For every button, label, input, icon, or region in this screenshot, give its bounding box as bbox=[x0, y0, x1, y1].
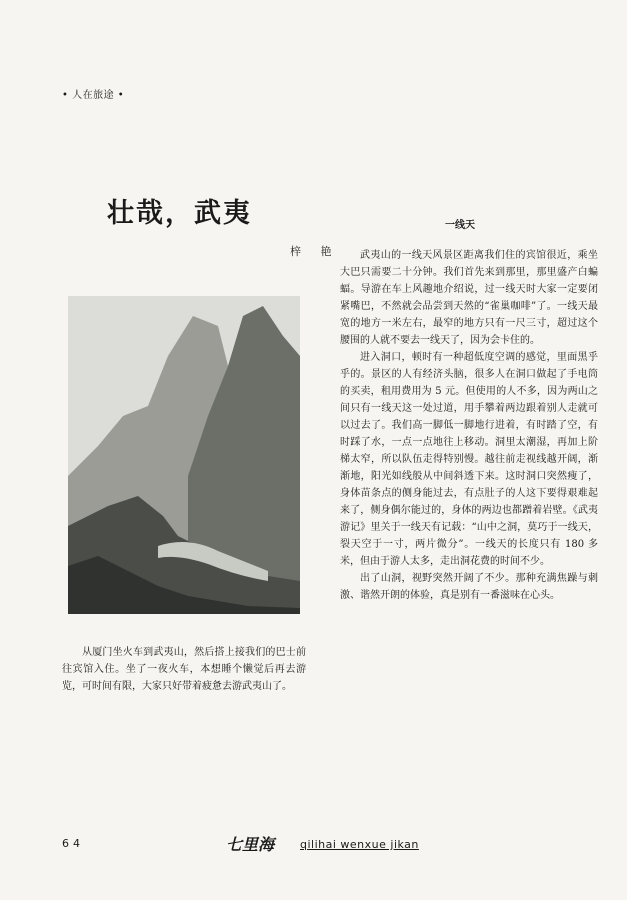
body-paragraph: 武夷山的一线天风景区距离我们住的宾馆很近，乘坐大巴只需要二十分钟。我们首先来到那里，那里盛产白蝙蝠。导游在车上风趣地介绍说，过一线天时大家一定要闭紧嘴巴，不然就会品尝到天然的“雀巢咖啡”了。一线天最宽的地方一米左右，最窄的地方只有一尺三寸，超过这个腰围的人就不要去一线天了，因为会卡住的。 bbox=[340, 250, 598, 346]
body-paragraph: 进入洞口，顿时有一种超低度空调的感觉，里面黑乎乎的。景区的人有经济头脑，很多人在洞口做起了手电筒的买卖，租用费用为 5 元。但使用的人不多，因为两山之间只有一线天这一处过道，用手攀着两边跟着别人走就可以过去了。我们高一脚低一脚地行进着，有时踏了空，有时踩了水，一点一点地往上移动。洞里太潮湿，再加上阶梯太窄，所以队伍走得特别慢。越往前走视线越开阔，渐渐地，阳光如线般从中间斜透下来。这时洞口突然瘦了，身体苗条点的侧身能过去，有点肚子的人这下要得艰难起来了，侧身偶尔能过的，身体的两边也都蹭着岩壁。《武夷游记》里关于一线天有记载：“山中之洞，莫巧于一线天，裂天空于一寸，两片微分”。一线天的长度只有 180 多米，但由于游人太多，走出洞花费的时间不少。 bbox=[340, 352, 598, 567]
body-text-column bbox=[340, 247, 598, 604]
intro-paragraph bbox=[62, 644, 306, 695]
magazine-logo: 七里海 bbox=[226, 835, 275, 854]
left-paragraph: 从厦门坐火车到武夷山，然后搭上接我们的巴士前往宾馆入住。坐了一夜火车，本想睡个懒觉后再去游览，可时间有限，大家只好带着疲惫去游武夷山了。 bbox=[62, 647, 306, 692]
mountain-gorge-photo bbox=[68, 296, 300, 614]
section-heading: 一线天 bbox=[445, 220, 475, 231]
body-paragraph: 出了山洞，视野突然开阔了不少。那种充满焦躁与刺激、谐然开朗的体验，真是别有一番滋味在心头。 bbox=[340, 573, 598, 601]
article-author: 梓 艳 bbox=[290, 245, 340, 258]
page-number: 64 bbox=[62, 837, 84, 850]
magazine-pinyin: qilihai wenxue jikan bbox=[300, 838, 419, 851]
mountain-illustration bbox=[68, 296, 300, 614]
article-title: 壮哉，武夷 bbox=[107, 198, 252, 229]
column-label: • 人在旅途 • bbox=[62, 90, 125, 101]
